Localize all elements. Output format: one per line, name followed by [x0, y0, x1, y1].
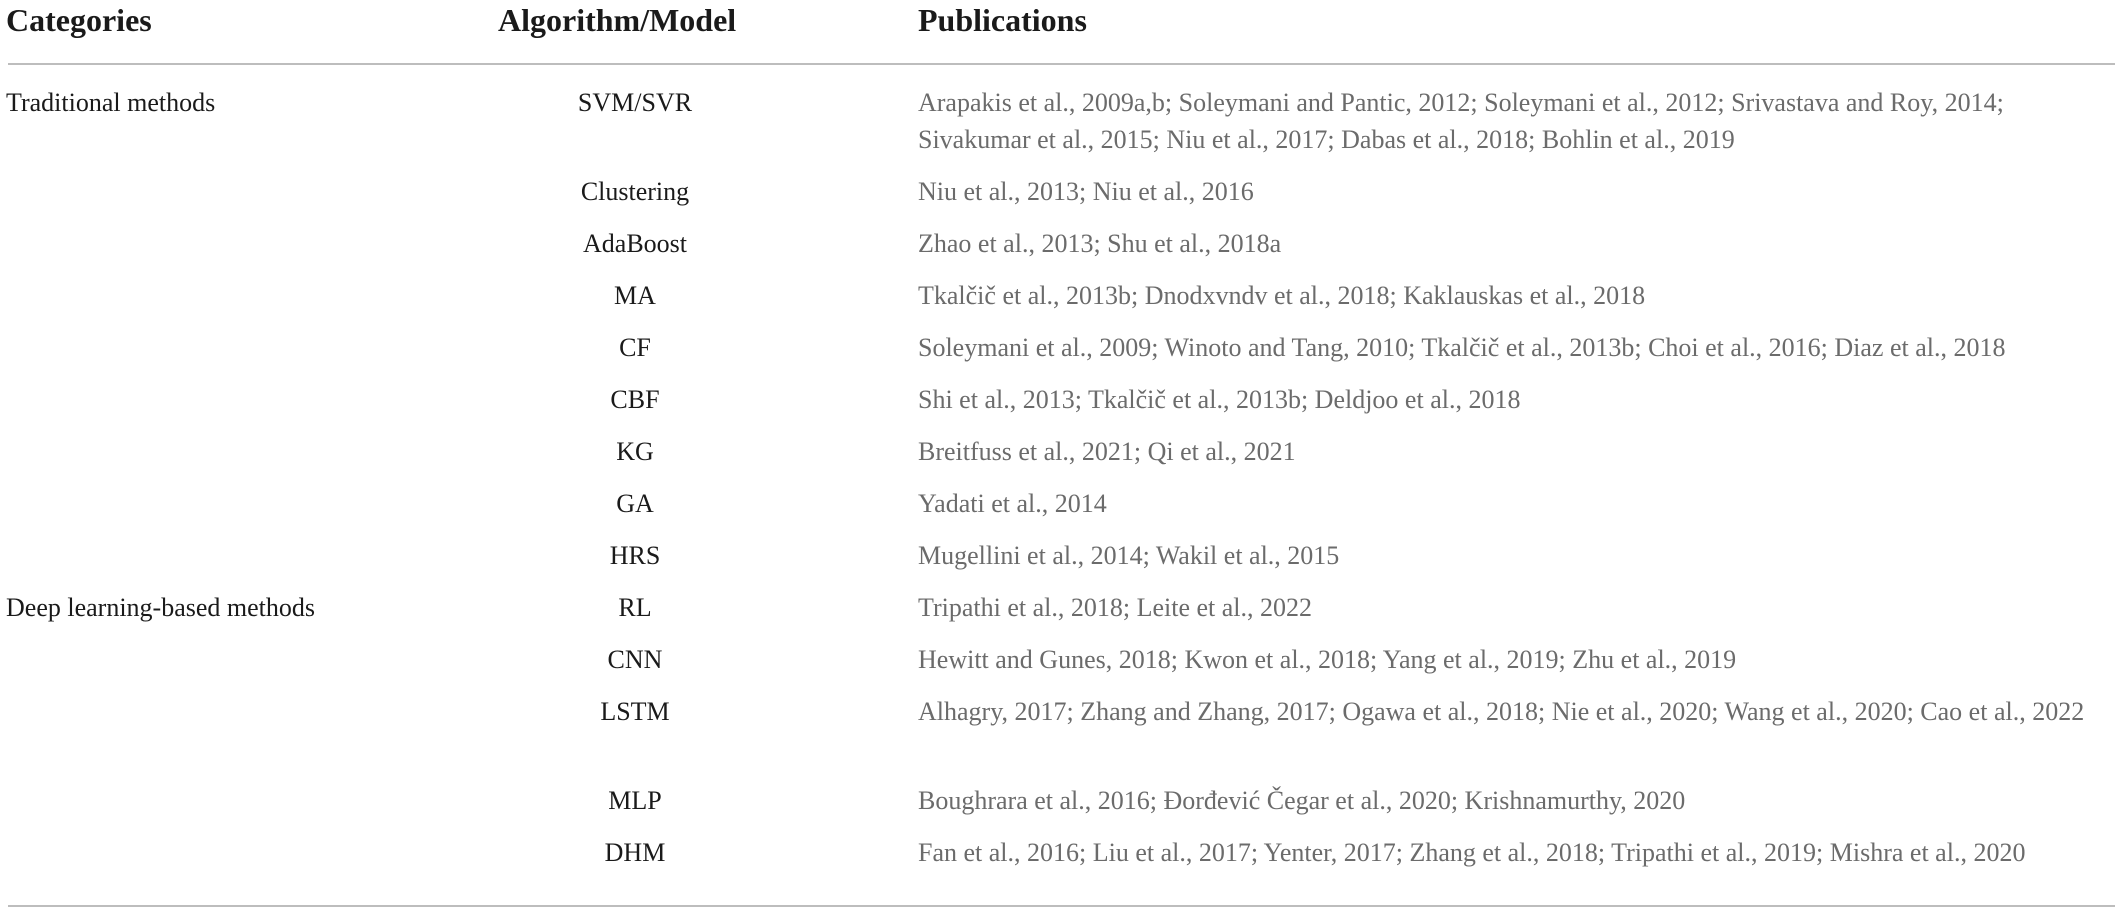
publications-cell: Tripathi et al., 2018; Leite et al., 2022: [918, 593, 1313, 622]
publications-cell: Mugellini et al., 2014; Wakil et al., 2015: [918, 541, 1340, 570]
algorithm-cell: MA: [614, 281, 656, 310]
table-row: [0, 225, 2117, 277]
table-row: [0, 537, 2117, 589]
algorithm-cell: CBF: [610, 385, 660, 414]
table-row: [0, 693, 2117, 782]
algorithm-cell: Clustering: [580, 177, 690, 206]
table-row: [0, 84, 2117, 173]
table-row: [0, 277, 2117, 329]
algorithm-cell: HRS: [609, 541, 661, 570]
category-cell: Traditional methods: [6, 88, 216, 117]
publications-cell: Boughrara et al., 2016; Đorđević Čegar et al., 2020; Krishnamurthy, 2020: [918, 786, 1686, 815]
publications-cell: Shi et al., 2013; Tkalčič et al., 2013b; Deldjoo et al., 2018: [918, 385, 1521, 414]
category-cell: Deep learning-based methods: [6, 593, 316, 622]
publications-cell: Hewitt and Gunes, 2018; Kwon et al., 2018; Yang et al., 2019; Zhu et al., 2019: [918, 645, 1737, 674]
publications-cell: Soleymani et al., 2009; Winoto and Tang, 2010; Tkalčič et al., 2013b; Choi et al., 2016; Diaz et al., 2018: [918, 333, 2006, 362]
publications-cell: Zhao et al., 2013; Shu et al., 2018a: [918, 229, 1282, 258]
algorithm-cell: MLP: [608, 786, 662, 815]
publications-cell: Yadati et al., 2014: [918, 489, 1107, 518]
algorithm-cell: SVM/SVR: [577, 88, 693, 117]
publications-cell: Breitfuss et al., 2021; Qi et al., 2021: [918, 437, 1296, 466]
header-categories: Categories: [6, 2, 152, 38]
table-row: [0, 834, 2117, 886]
algorithm-cell: RL: [618, 593, 652, 622]
table-header: [0, 0, 2117, 64]
algorithm-cell: GA: [616, 489, 654, 518]
algorithm-cell: CF: [619, 333, 651, 362]
table-row: [0, 329, 2117, 381]
table-row: [0, 782, 2117, 834]
header-publications: Publications: [918, 2, 1087, 38]
table-row: [0, 589, 2117, 641]
publications-cell: Alhagry, 2017; Zhang and Zhang, 2017; Ogawa et al., 2018; Nie et al., 2020; Wang et al., 2020; Cao et al., 2022: [918, 697, 2085, 726]
table-row: [0, 641, 2117, 693]
table-row: [0, 381, 2117, 433]
header-divider: [8, 63, 2115, 65]
algorithm-cell: AdaBoost: [583, 229, 687, 258]
publications-cell: Tkalčič et al., 2013b; Dnodxvndv et al., 2018; Kaklauskas et al., 2018: [918, 281, 1646, 310]
table-row: [0, 485, 2117, 537]
table-bottom-rule: [8, 905, 2115, 907]
algorithm-cell: CNN: [607, 645, 663, 674]
algorithm-cell: DHM: [604, 838, 666, 867]
publications-cell: Niu et al., 2013; Niu et al., 2016: [918, 177, 1254, 206]
header-algorithm-model: Algorithm/Model: [498, 2, 737, 38]
algorithm-cell: KG: [616, 437, 654, 466]
table-body: [0, 84, 2117, 886]
table-row: [0, 433, 2117, 485]
algorithm-cell: LSTM: [600, 697, 670, 726]
publications-cell: Fan et al., 2016; Liu et al., 2017; Yenter, 2017; Zhang et al., 2018; Tripathi et al., 2019; Mishra et al., 2020: [918, 838, 2026, 867]
publications-cell: Arapakis et al., 2009a,b; Soleymani and Pantic, 2012; Soleymani et al., 2012; Srivastava and Roy, 2014; Sivakumar et al., 2015; Niu et al., 2017; Dabas et al., 2018; Bohlin et al., 2019: [918, 88, 2004, 154]
table-row: [0, 173, 2117, 225]
